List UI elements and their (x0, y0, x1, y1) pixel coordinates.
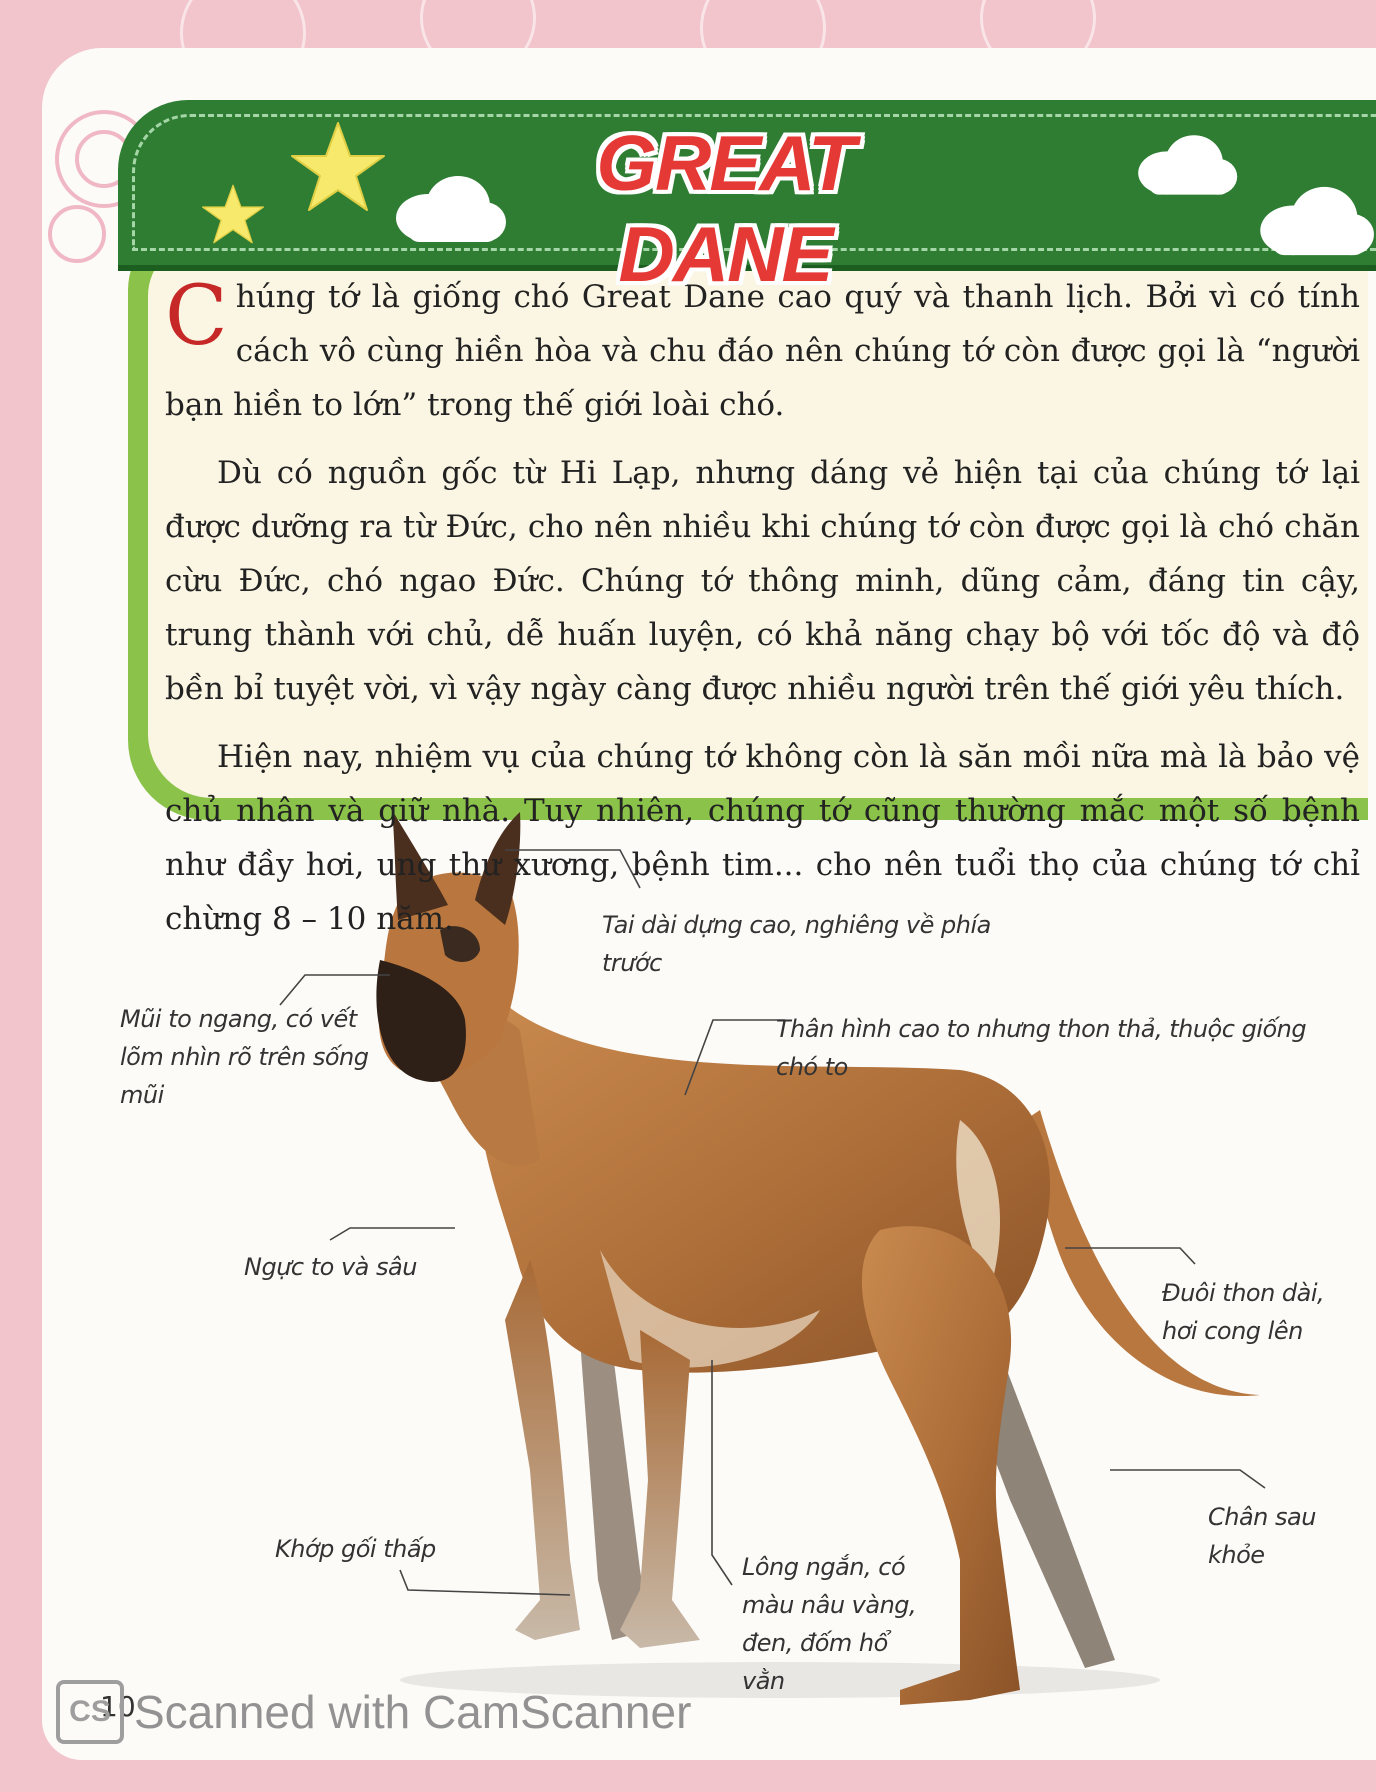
paragraph: Hiện nay, nhiệm vụ của chúng tớ không còn là săn mồi nữa mà là bảo vệ chủ nhân và giữ nhà. Tuy nhiên, chúng tớ cũng thường mắc một số bệnh như đầy hơi, ung thư xương, bệnh tim... cho nên tuổi thọ của chúng tớ chỉ chừng 8 – 10 năm. (165, 739, 1360, 937)
callout-knee: Khớp gối thấp (275, 1535, 436, 1563)
callout-body: Thân hình cao to nhưng thon thả, thuộc giống chó to (776, 1015, 1307, 1081)
callout-ears: Tai dài dựng cao, nghiêng về phía trước (602, 911, 991, 977)
star-icon (288, 118, 388, 218)
callout-chest: Ngực to và sâu (244, 1253, 417, 1281)
callout-coat: Lông ngắn, có màu nâu vàng, đen, đốm hổ vằn (742, 1553, 917, 1695)
callout-hind-legs: Chân sau khỏe (1208, 1503, 1316, 1569)
cloud-icon (388, 168, 508, 248)
page-title: GREAT DANE (596, 119, 854, 298)
star-icon (200, 182, 266, 248)
camscanner-watermark (56, 1680, 691, 1744)
watermark-text: Scanned with CamScanner (134, 1686, 692, 1738)
callout-nose: Mũi to ngang, có vết lõm nhìn rõ trên sống mũi (120, 1005, 369, 1109)
paragraph: Chúng tớ là giống chó Great Dane cao quý và thanh lịch. Bởi vì có tính cách vô cùng hiền hòa và chu đáo nên chúng tớ còn được gọi là “người bạn hiền to lớn” trong thế giới loài chó. (165, 269, 1360, 423)
cloud-icon (1252, 178, 1376, 262)
page-number: 10 (100, 1690, 136, 1723)
cloud-icon (1130, 128, 1240, 200)
callout-tail: Đuôi thon dài, hơi cong lên (1162, 1279, 1325, 1345)
paragraph: Dù có nguồn gốc từ Hi Lạp, nhưng dáng vẻ hiện tại của chúng tớ lại được dưỡng ra từ Đức, cho nên nhiều khi chúng tớ còn được gọi là chó chăn cừu Đức, chó ngao Đức. Chúng tớ thông minh, dũng cảm, đáng tin cậy, trung thành với chủ, dễ huấn luyện, có khả năng chạy bộ với tốc độ và độ bền bỉ tuyệt vời, vì vậy ngày càng được nhiều người trên thế giới yêu thích. (165, 455, 1360, 707)
camscanner-logo-icon: CS (56, 1680, 124, 1744)
drop-cap: C (165, 269, 228, 364)
